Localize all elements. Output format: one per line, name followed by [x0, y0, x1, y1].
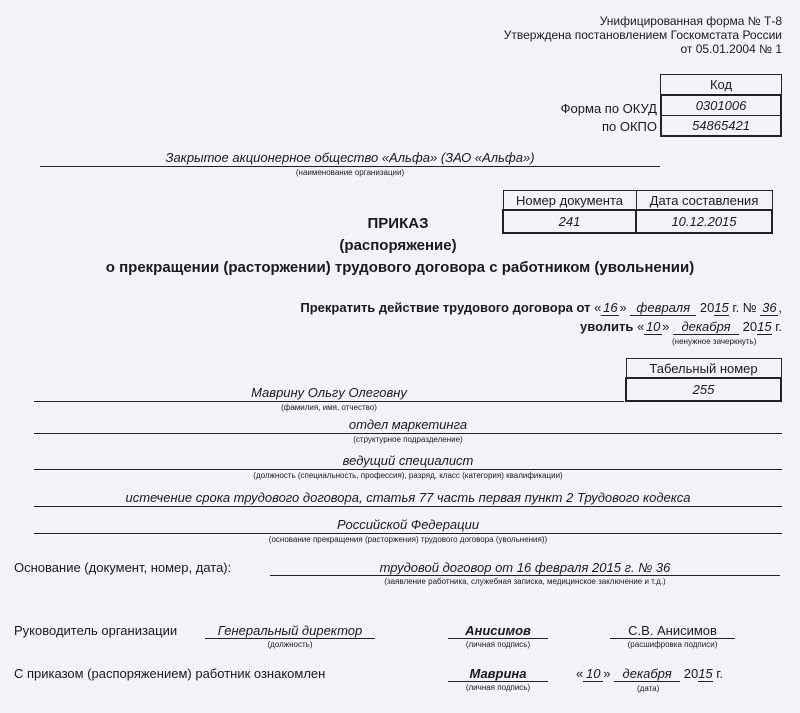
head-signature-line — [448, 638, 548, 639]
employee-department: отдел маркетинга — [348, 417, 468, 432]
ack-q-close: » — [603, 666, 611, 681]
terminate-day: 16 — [603, 300, 618, 315]
ack-year-prefix: 20 — [683, 666, 699, 681]
code-values-box — [660, 94, 782, 137]
reason-caption: (основание прекращения (расторжения) трудового договора (увольнения)) — [268, 535, 548, 544]
doc-date-value: 10.12.2015 — [636, 210, 772, 233]
head-label: Руководитель организации — [14, 623, 178, 638]
form-header-line2: Утверждена постановлением Госкомстата России — [503, 28, 782, 42]
okpo-label: по ОКПО — [601, 119, 657, 134]
doc-date-header: Дата составления — [636, 191, 772, 211]
code-header: Код — [660, 74, 782, 95]
head-decoding-line — [610, 638, 735, 639]
okud-label: Форма по ОКУД — [560, 101, 657, 116]
doc-number-value: 241 — [503, 210, 636, 233]
dismiss-q-open: « — [636, 319, 645, 334]
terminate-q-open: « — [594, 300, 602, 315]
document-table — [502, 190, 773, 234]
termination-reason-line2: Российской Федерации — [336, 517, 480, 532]
organization-name: Закрытое акционерное общество «Альфа» (ЗАО «Альфа») — [165, 150, 535, 165]
termination-reason-line1: истечение срока трудового договора, статья 77 часть первая пункт 2 Трудового кодекса — [125, 490, 691, 505]
reason-line1 — [34, 506, 782, 507]
head-decoding-caption: (расшифровка подписи) — [627, 640, 718, 649]
employee-position: ведущий специалист — [342, 453, 474, 468]
acknowledged-signature-caption: (личная подпись) — [465, 683, 531, 692]
employee-name-line — [34, 401, 624, 402]
ack-date-caption: (дата) — [637, 684, 660, 693]
tab-number-header: Табельный номер — [626, 359, 781, 379]
reason-line2 — [34, 533, 782, 534]
okud-value: 0301006 — [662, 96, 780, 116]
head-decoding: С.В. Анисимов — [628, 623, 717, 638]
basis-line — [270, 575, 780, 576]
tab-number-value: 255 — [626, 378, 781, 401]
terminate-year-prefix: 20 — [699, 300, 715, 315]
form-header-line1: Унифицированная форма № Т-8 — [599, 14, 782, 28]
ack-q-open: « — [576, 666, 584, 681]
terminate-year-unit: г. № — [732, 300, 757, 315]
employee-name: Маврину Ольгу Олеговну — [251, 385, 407, 400]
head-signature: Анисимов — [465, 623, 531, 638]
tab-number-table — [625, 358, 782, 402]
terminate-line — [300, 300, 782, 316]
ack-day: 10 — [583, 666, 603, 682]
terminate-year-suffix: 15 — [714, 300, 729, 315]
ack-year-unit: г. — [716, 666, 724, 681]
dismiss-label: уволить — [580, 319, 634, 334]
head-position-caption: (должность) — [267, 640, 313, 649]
basis-label: Основание (документ, номер, дата): — [14, 560, 232, 575]
acknowledged-signature: Маврина — [469, 666, 527, 681]
form-header — [504, 14, 782, 56]
ack-month: декабря — [614, 666, 680, 682]
department-caption: (структурное подразделение) — [353, 435, 463, 444]
terminate-number: 36 — [762, 300, 777, 315]
terminate-end: , — [778, 300, 782, 315]
form-header-line3: от 05.01.2004 № 1 — [680, 42, 782, 56]
okpo-value: 54865421 — [692, 118, 750, 133]
basis-caption: (заявление работника, служебная записка, медицинское заключение и т.д.) — [384, 577, 666, 586]
position-line — [34, 469, 782, 470]
organization-line — [40, 166, 660, 167]
head-position-line — [205, 638, 375, 639]
title-subject: о прекращении (расторжении) трудового договора с работником (увольнении) — [105, 259, 695, 276]
dismiss-month: декабря — [673, 319, 739, 335]
dismiss-year-prefix: 20 — [742, 319, 758, 334]
department-line — [34, 433, 782, 434]
dismiss-caption: (ненужное зачеркнуть) — [672, 337, 757, 346]
employee-name-caption: (фамилия, имя, отчество) — [281, 403, 377, 412]
organization-caption: (наименование организации) — [295, 168, 405, 177]
dismiss-year-unit: г. — [775, 319, 782, 334]
terminate-label: Прекратить действие трудового договора от — [300, 300, 591, 315]
terminate-q-close: » — [619, 300, 627, 315]
acknowledged-date — [576, 666, 723, 682]
ack-year-suffix: 15 — [698, 666, 713, 681]
acknowledged-signature-line — [448, 681, 548, 682]
basis-value: трудовой договор от 16 февраля 2015 г. № 36 — [379, 560, 671, 575]
position-caption: (должность (специальность, профессия), разряд, класс (категория) квалификации) — [253, 471, 563, 480]
dismiss-year-suffix: 15 — [757, 319, 772, 334]
terminate-month: февраля — [630, 300, 696, 316]
head-position: Генеральный директор — [217, 623, 363, 638]
dismiss-day: 10 — [645, 319, 661, 334]
dismiss-line — [580, 319, 782, 335]
head-signature-caption: (личная подпись) — [465, 640, 531, 649]
doc-number-header: Номер документа — [503, 191, 636, 211]
acknowledged-label: С приказом (распоряжением) работник ознакомлен — [14, 666, 326, 681]
title-order: ПРИКАЗ — [367, 215, 429, 232]
title-disposition: (распоряжение) — [339, 237, 457, 254]
dismiss-q-close: » — [662, 319, 670, 334]
